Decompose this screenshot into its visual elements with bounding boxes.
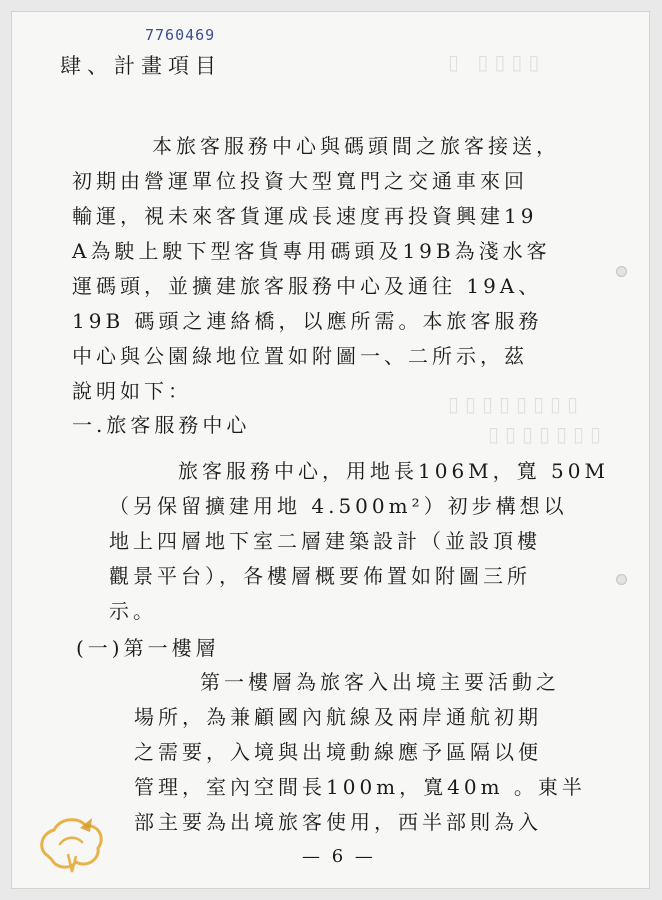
text-line: 說明如下： [72,379,192,403]
text-line: 場所，為兼顧國內航線及兩岸通航初期 [134,705,542,729]
page-number: — 6 — [302,846,376,867]
section-title: 肆、計畫項目 [60,54,222,78]
bleed-through-text: ▯▯▯▯▯▯▯▯ [442,392,579,416]
text-line: 初期由營運單位投資大型寬門之交通車來回 [72,169,528,193]
text-line: 旅客服務中心，用地長106M，寬 50M [178,459,609,483]
text-line: 運碼頭，並擴建旅客服務中心及通往 19A、 [72,274,543,298]
text-line: 之需要，入境與出境動線應予區隔以便 [134,740,542,764]
text-line: 觀景平台），各樓層概要佈置如附圖三所 [109,564,531,588]
punch-hole [616,266,627,277]
bleed-through-text: ▯▯▯▯ ▯ [442,50,540,74]
bleed-through-text: ▯▯▯▯▯▯▯ [482,422,602,446]
punch-hole [616,574,627,585]
text-line: 地上四層地下室二層建築設計（並設頂樓 [109,529,541,553]
text-line: 管理，室內空間長100m，寬40m 。東半 [134,775,586,799]
document-page [12,12,649,888]
text-line: 本旅客服務中心與碼頭間之旅客接送， [152,134,560,158]
text-line: 中心與公園綠地位置如附圖一、二所示，茲 [72,344,528,368]
text-line: （另保留擴建用地 4.500m²）初步構想以 [109,494,568,518]
text-line: 部主要為出境旅客使用，西半部則為入 [134,810,542,834]
text-line: 輸運，視未來客貨運成長速度再投資興建19 [72,204,538,228]
document-number-stamp: 7760469 [145,26,216,44]
text-line: 第一樓層為旅客入出境主要活動之 [200,670,560,694]
text-line: 示。 [109,599,157,623]
subsection-heading: (一)第一樓層 [76,636,220,660]
text-line: A為駛上駛下型客貨專用碼頭及19B為淺水客 [72,239,551,263]
section-heading: 一.旅客服務中心 [72,413,251,437]
text-line: 19B 碼頭之連絡橋，以應所需。本旅客服務 [72,309,543,333]
archive-logo-icon [30,798,114,888]
